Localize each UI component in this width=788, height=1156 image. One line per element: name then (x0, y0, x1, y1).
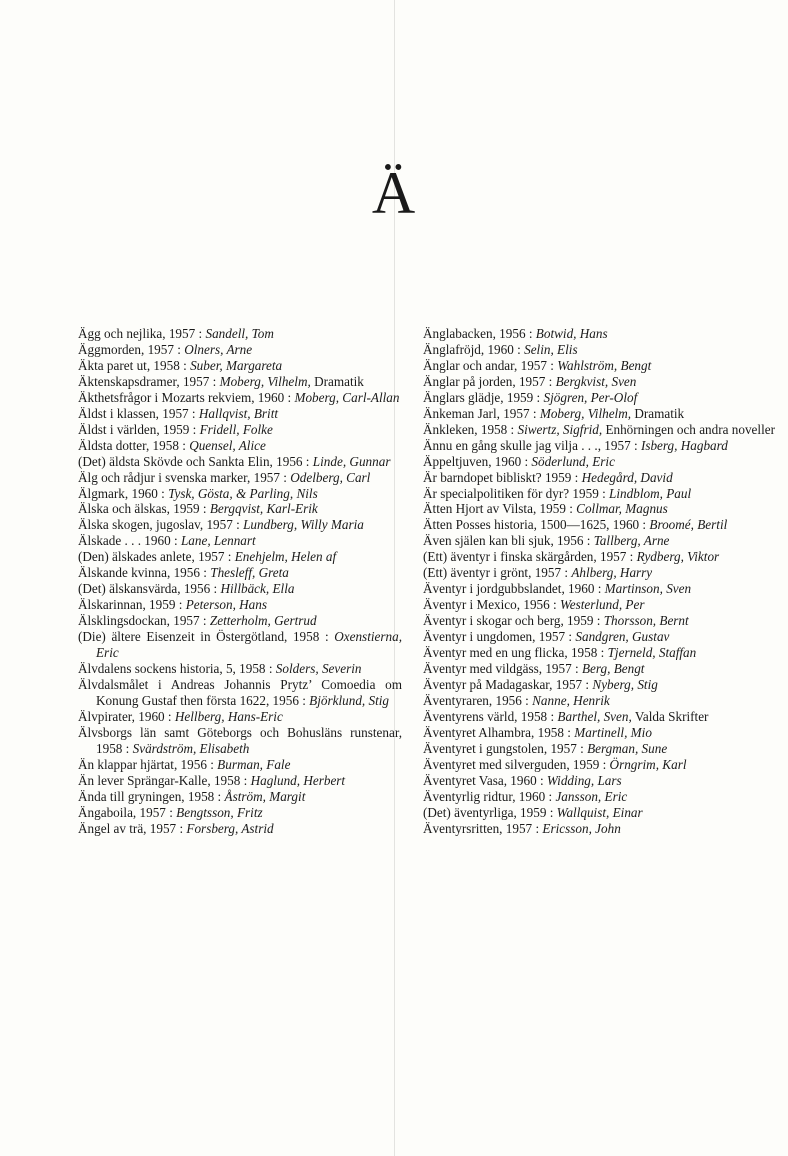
entry-author: Oxenstierna, Eric (96, 629, 402, 661)
entry-title: Änglars glädje, 1959 : (423, 389, 541, 405)
entry-author: Åström, Margit (224, 788, 306, 804)
index-entry (78, 517, 402, 533)
entry-title: Äkta paret ut, 1958 : (78, 357, 187, 373)
index-entry (423, 454, 776, 470)
index-entry (78, 709, 402, 725)
entry-author: Nanne, Henrik (532, 692, 610, 708)
index-entry (78, 326, 402, 342)
entry-title: Äventyret i gungstolen, 1957 : (423, 740, 584, 756)
index-entry (423, 805, 776, 821)
entry-author: Peterson, Hans (185, 597, 268, 613)
index-entry (423, 581, 776, 597)
entry-author: Martinell, Mio (574, 724, 652, 740)
entry-author: Burman, Fale (217, 756, 291, 772)
index-entry (78, 597, 402, 613)
index-entry (78, 342, 402, 358)
entry-author: Forsberg, Astrid (186, 820, 274, 836)
index-entry (423, 661, 776, 677)
entry-author: Collmar, Magnus (576, 501, 668, 517)
entry-author: Sandell, Tom (205, 326, 274, 341)
entry-title: Äventyr i ungdomen, 1957 : (423, 629, 573, 645)
entry-author: Björklund, Stig (309, 692, 390, 708)
entry-author: Tjerneld, Staffan (607, 645, 697, 661)
entry-title: (Ett) äventyr i finska skärgården, 1957 : (423, 549, 634, 565)
section-letter-heading: Ä (371, 160, 417, 226)
index-entry (423, 342, 776, 358)
entry-title: Äventyrsritten, 1957 : (423, 820, 540, 836)
entry-title: Änkeman Jarl, 1957 : (423, 405, 537, 421)
entry-author: Nyberg, Stig (592, 676, 658, 692)
index-entry (423, 757, 776, 773)
index-entry (423, 533, 776, 549)
entry-author: Hellberg, Hans-Eric (174, 708, 283, 724)
entry-title: Ännu en gång skulle jag vilja . . ., 1957 : (423, 437, 638, 453)
index-entry (423, 725, 776, 741)
index-entry (423, 358, 776, 374)
entry-title: Älgmark, 1960 : (78, 485, 165, 501)
entry-title: Ätten Hjort av Vilsta, 1959 : (423, 501, 573, 517)
index-entry (78, 581, 402, 597)
index-entry (423, 565, 776, 581)
entry-title: Änglabacken, 1956 : (423, 326, 533, 341)
entry-author: Suber, Margareta (190, 357, 283, 373)
right-column (423, 326, 776, 837)
entry-author: Isberg, Hagbard (640, 437, 728, 453)
entry-title: (Det) älskansvärda, 1956 : (78, 581, 218, 597)
entry-title: Äldst i världen, 1959 : (78, 421, 197, 437)
entry-author: Hedegård, David (581, 469, 673, 485)
index-entry (78, 629, 402, 661)
entry-author: Linde, Gunnar (312, 453, 391, 469)
entry-title: Älsklingsdockan, 1957 : (78, 613, 207, 629)
index-entry (423, 789, 776, 805)
entry-author: Westerlund, Per (559, 597, 645, 613)
entry-title: Äventyr på Madagaskar, 1957 : (423, 676, 590, 692)
index-entry (423, 470, 776, 486)
entry-title: Än lever Sprängar-Kalle, 1958 : (78, 772, 248, 788)
entry-author: Wahlström, Bengt (557, 357, 652, 373)
index-entry (78, 565, 402, 581)
entry-author: Solders, Severin (275, 661, 362, 677)
entry-title: Älg och rådjur i svenska marker, 1957 : (78, 469, 287, 485)
index-entry (423, 517, 776, 533)
index-entry (423, 422, 776, 438)
index-entry (78, 358, 402, 374)
entry-title: Änkleken, 1958 : (423, 421, 515, 437)
entry-title: Älvsborgs län samt Göteborgs och Bohusläns runstenar, 1958 : (78, 724, 402, 756)
entry-title: (Ett) äventyr i grönt, 1957 : (423, 565, 569, 581)
entry-author: Selin, Elis (524, 341, 578, 357)
entry-author: Bergkvist, Sven (555, 373, 637, 389)
entry-author: Lane, Lennart (180, 533, 256, 549)
entry-title: Äventyraren, 1956 : (423, 692, 529, 708)
entry-title: Äventyr i skogar och berg, 1959 : (423, 613, 601, 629)
entry-collection: Dramatik (634, 405, 685, 421)
index-entry (423, 645, 776, 661)
entry-author: Widding, Lars (546, 772, 622, 788)
entry-title: Älvdalsmålet i Andreas Johannis Prytz’ Comoedia om Konung Gustaf then första 1622, 1956 : (78, 676, 402, 708)
entry-title: Äppeltjuven, 1960 : (423, 453, 529, 469)
index-entry (423, 693, 776, 709)
index-entry (78, 725, 402, 757)
entry-author: Tallberg, Arne (593, 533, 670, 549)
entry-author: Siwertz, Sigfrid, (517, 421, 603, 437)
entry-title: Änglafröjd, 1960 : (423, 341, 521, 357)
entry-title: Älvpirater, 1960 : (78, 708, 172, 724)
entry-collection: Valda Skrifter (634, 708, 709, 724)
index-entry (78, 374, 402, 390)
index-entry (78, 677, 402, 709)
entry-author: Zetterholm, Gertrud (209, 613, 317, 629)
index-entry (423, 821, 776, 837)
index-entry (78, 661, 402, 677)
entry-title: Är specialpolitiken för dyr? 1959 : (423, 485, 606, 501)
entry-collection: Enhörningen och andra noveller (605, 421, 775, 437)
entry-title: Älska skogen, jugoslav, 1957 : (78, 517, 240, 533)
index-entry (423, 438, 776, 454)
entry-author: Söderlund, Eric (531, 453, 615, 469)
index-entry (78, 486, 402, 502)
entry-author: Örngrim, Karl (609, 756, 687, 772)
entry-title: Ängaboila, 1957 : (78, 804, 173, 820)
index-entry (78, 406, 402, 422)
entry-author: Moberg, Vilhelm, (539, 405, 632, 421)
entry-title: Äventyr i jordgubbslandet, 1960 : (423, 581, 602, 597)
entry-title: Älska och älskas, 1959 : (78, 501, 207, 517)
entry-author: Odelberg, Carl (290, 469, 371, 485)
index-entry (78, 789, 402, 805)
index-entry (423, 390, 776, 406)
entry-author: Svärdström, Elisabeth (132, 740, 250, 756)
entry-title: Ägg och nejlika, 1957 : (78, 326, 203, 341)
entry-title: Älvdalens sockens historia, 5, 1958 : (78, 661, 273, 677)
entry-author: Berg, Bengt (581, 661, 645, 677)
entry-title: Äldst i klassen, 1957 : (78, 405, 196, 421)
entry-title: (Den) älskades anlete, 1957 : (78, 549, 232, 565)
entry-title: Älskarinnan, 1959 : (78, 597, 183, 613)
entry-title: Ätten Posses historia, 1500—1625, 1960 : (423, 517, 647, 533)
index-entry (423, 773, 776, 789)
entry-author: Rydberg, Viktor (636, 549, 720, 565)
entry-author: Broomé, Bertil (649, 517, 728, 533)
index-entry (423, 709, 776, 725)
entry-author: Hillbäck, Ella (220, 581, 295, 597)
entry-title: (Det) äventyrliga, 1959 : (423, 804, 554, 820)
index-entry (423, 549, 776, 565)
entry-title: Äktenskapsdramer, 1957 : (78, 373, 217, 389)
entry-title: Äldsta dotter, 1958 : (78, 437, 186, 453)
index-entry (78, 454, 402, 470)
index-entry (423, 629, 776, 645)
entry-title: Äventyr med en ung flicka, 1958 : (423, 645, 605, 661)
entry-author: Moberg, Carl-Allan (294, 389, 400, 405)
entry-title: Än klappar hjärtat, 1956 : (78, 756, 214, 772)
entry-title: Även själen kan bli sjuk, 1956 : (423, 533, 591, 549)
entry-author: Sjögren, Per-Olof (543, 389, 638, 405)
index-entry (78, 613, 402, 629)
entry-collection: Dramatik (314, 373, 364, 389)
index-entry (78, 533, 402, 549)
index-entry (78, 773, 402, 789)
entry-title: Änglar och andar, 1957 : (423, 357, 554, 373)
index-entry (78, 390, 402, 406)
entry-author: Fridell, Folke (199, 421, 273, 437)
entry-title: Äggmorden, 1957 : (78, 341, 181, 357)
index-entry (78, 501, 402, 517)
entry-title: (Det) äldsta Skövde och Sankta Elin, 1956 : (78, 453, 310, 469)
index-entry (423, 406, 776, 422)
index-entry (423, 597, 776, 613)
entry-title: Änglar på jorden, 1957 : (423, 373, 553, 389)
entry-author: Bergman, Sune (587, 740, 668, 756)
entry-author: Tysk, Gösta, & Parling, Nils (168, 485, 318, 501)
entry-author: Bergqvist, Karl-Erik (209, 501, 318, 517)
entry-author: Botwid, Hans (535, 326, 608, 341)
index-entry (423, 613, 776, 629)
index-entry (423, 486, 776, 502)
index-entry (423, 326, 776, 342)
entry-title: Äventyr i Mexico, 1956 : (423, 597, 557, 613)
index-entry (78, 470, 402, 486)
index-entry (78, 549, 402, 565)
entry-author: Enehjelm, Helen af (234, 549, 337, 565)
entry-title: Ängel av trä, 1957 : (78, 820, 184, 836)
entry-author: Lundberg, Willy Maria (243, 517, 364, 533)
entry-author: Haglund, Herbert (250, 772, 346, 788)
entry-title: Ända till gryningen, 1958 : (78, 788, 222, 804)
entry-author: Wallquist, Einar (556, 804, 643, 820)
left-column (78, 326, 402, 837)
entry-title: Äventyr med vildgäss, 1957 : (423, 661, 579, 677)
index-entry (78, 757, 402, 773)
entry-author: Bengtsson, Fritz (176, 804, 263, 820)
index-entry (423, 501, 776, 517)
entry-author: Barthel, Sven, (557, 708, 632, 724)
index-entry (78, 438, 402, 454)
entry-title: Äventyrlig ridtur, 1960 : (423, 788, 553, 804)
entry-author: Moberg, Vilhelm, (219, 373, 311, 389)
entry-title: Äventyrens värld, 1958 : (423, 708, 555, 724)
entry-author: Sandgren, Gustav (575, 629, 670, 645)
entry-title: Är barndopet bibliskt? 1959 : (423, 469, 579, 485)
index-entry (78, 805, 402, 821)
entry-author: Hallqvist, Britt (198, 405, 279, 421)
entry-title: Älskade . . . 1960 : (78, 533, 178, 549)
entry-author: Martinson, Sven (604, 581, 692, 597)
entry-author: Jansson, Eric (555, 788, 628, 804)
entry-title: (Die) ältere Eisenzeit in Östergötland, 1958 : (78, 629, 329, 645)
entry-author: Ahlberg, Harry (571, 565, 653, 581)
entry-title: Äventyret Alhambra, 1958 : (423, 724, 571, 740)
entry-title: Äventyret med silverguden, 1959 : (423, 756, 607, 772)
index-entry (423, 677, 776, 693)
entry-author: Ericsson, John (542, 820, 621, 836)
entry-title: Äventyret Vasa, 1960 : (423, 772, 544, 788)
entry-title: Äkthetsfrågor i Mozarts rekviem, 1960 : (78, 389, 292, 405)
index-entry (78, 422, 402, 438)
entry-author: Olners, Arne (184, 341, 253, 357)
entry-author: Lindblom, Paul (609, 485, 692, 501)
entry-title: Älskande kvinna, 1956 : (78, 565, 207, 581)
index-entry (78, 821, 402, 837)
entry-author: Thesleff, Greta (210, 565, 289, 581)
entry-author: Quensel, Alice (189, 437, 266, 453)
entry-author: Thorsson, Bernt (603, 613, 689, 629)
index-entry (423, 374, 776, 390)
index-entry (423, 741, 776, 757)
